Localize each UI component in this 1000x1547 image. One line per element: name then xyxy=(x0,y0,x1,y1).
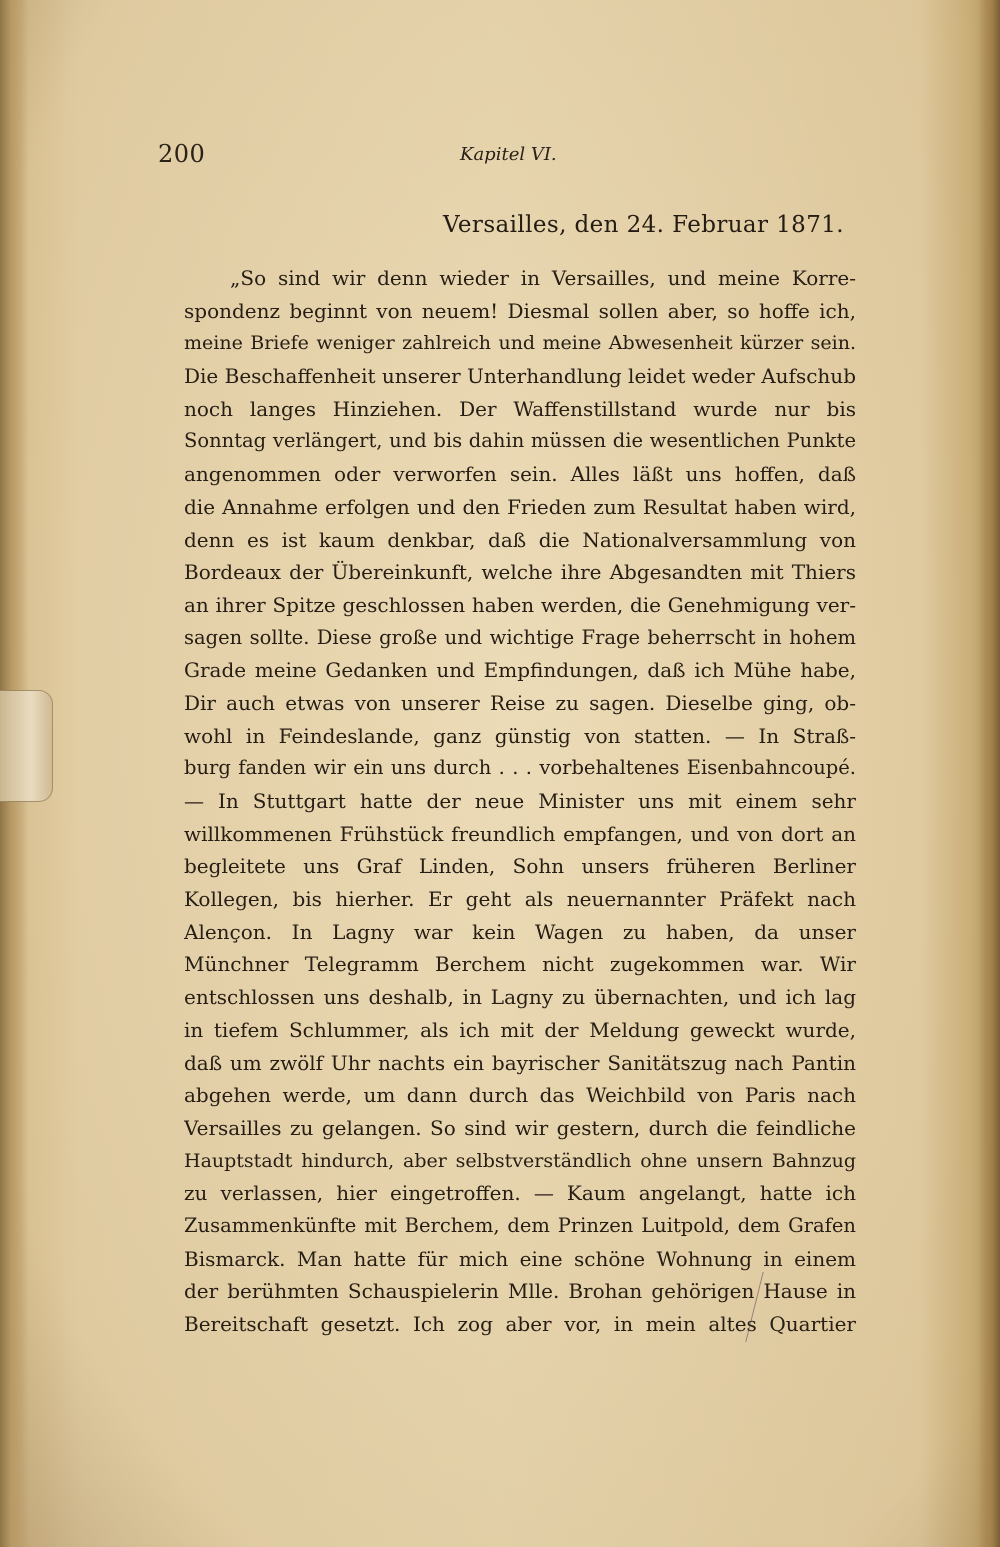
text-line: Bordeaux der Übereinkunft, welche ihre Abgesandten mit Thiers xyxy=(184,560,856,585)
text-line: Zusammenkünfte mit Berchem, dem Prinzen Luitpold, dem Grafen xyxy=(184,1213,856,1237)
text-line: denn es ist kaum denkbar, daß die Nationalversammlung von xyxy=(184,527,856,552)
text-line: zu verlassen, hier eingetroffen. — Kaum angelangt, hatte ich xyxy=(184,1181,856,1206)
text-line: Die Beschaffenheit unserer Unterhandlung leidet weder Aufschub xyxy=(184,364,856,389)
text-line: Grade meine Gedanken und Empfindungen, daß ich Mühe habe, xyxy=(184,658,856,683)
text-line: Kollegen, bis hierher. Er geht als neuernannter Präfekt nach xyxy=(184,887,856,912)
text-line: Alençon. In Lagny war kein Wagen zu haben, da unser xyxy=(184,919,856,944)
text-line: abgehen werde, um dann durch das Weichbild von Paris nach xyxy=(184,1083,856,1108)
text-line: an ihrer Spitze geschlossen haben werden, die Genehmigung ver- xyxy=(184,592,856,617)
text-line: noch langes Hinziehen. Der Waffenstillstand wurde nur bis xyxy=(184,396,856,421)
text-line: Hauptstadt hindurch, aber selbstverständlich ohne unsern Bahnzug xyxy=(184,1149,856,1172)
text-line: in tiefem Schlummer, als ich mit der Meldung geweckt wurde, xyxy=(184,1017,856,1042)
text-line: „So sind wir denn wieder in Versailles, und meine Korre- xyxy=(230,266,856,290)
text-line: der berühmten Schauspielerin Mlle. Brohan gehörigen Hause in xyxy=(184,1279,856,1304)
text-line: meine Briefe weniger zahlreich und meine Abwesenheit kürzer sein. xyxy=(184,332,856,355)
text-line: spondenz beginnt von neuem! Diesmal sollen aber, so hoffe ich, xyxy=(184,298,856,323)
text-line: wohl in Feindeslande, ganz günstig von statten. — In Straß- xyxy=(184,723,856,748)
body-text xyxy=(184,262,856,1341)
text-line: burg fanden wir ein uns durch . . . vorbehaltenes Eisenbahncoupé. xyxy=(184,756,856,780)
text-line: die Annahme erfolgen und den Frieden zum Resultat haben wird, xyxy=(184,494,856,519)
page-header xyxy=(158,140,858,180)
text-line: Münchner Telegramm Berchem nicht zugekommen war. Wir xyxy=(184,952,856,977)
page-number: 200 xyxy=(158,140,206,168)
text-line: begleitete uns Graf Linden, Sohn unsers früheren Berliner xyxy=(184,854,856,879)
text-line: sagen sollte. Diese große und wichtige Frage beherrscht in hohem xyxy=(184,625,856,649)
text-line: Sonntag verlängert, und bis dahin müssen die wesentlichen Punkte xyxy=(184,429,856,453)
text-line: daß um zwölf Uhr nachts ein bayrischer Sanitätszug nach Pantin xyxy=(184,1050,856,1075)
letter-dateline: Versailles, den 24. Februar 1871. xyxy=(443,212,844,238)
text-line: willkommenen Frühstück freundlich empfangen, und von dort an xyxy=(184,821,856,846)
text-line: angenommen oder verworfen sein. Alles läßt uns hoffen, daß xyxy=(184,462,856,487)
text-line: Versailles zu gelangen. So sind wir gestern, durch die feindliche xyxy=(184,1115,856,1140)
page-tab xyxy=(0,690,53,802)
page-right-edge xyxy=(978,0,1000,1547)
text-line: — In Stuttgart hatte der neue Minister uns mit einem sehr xyxy=(184,789,856,813)
running-head: Kapitel VI. xyxy=(460,144,557,165)
text-line: Dir auch etwas von unserer Reise zu sagen. Dieselbe ging, ob- xyxy=(184,690,856,715)
text-line: entschlossen uns deshalb, in Lagny zu übernachten, und ich lag xyxy=(184,985,856,1010)
text-line: Bismarck. Man hatte für mich eine schöne Wohnung in einem xyxy=(184,1246,856,1271)
text-line: Bereitschaft gesetzt. Ich zog aber vor, in mein altes Quartier xyxy=(184,1312,856,1336)
